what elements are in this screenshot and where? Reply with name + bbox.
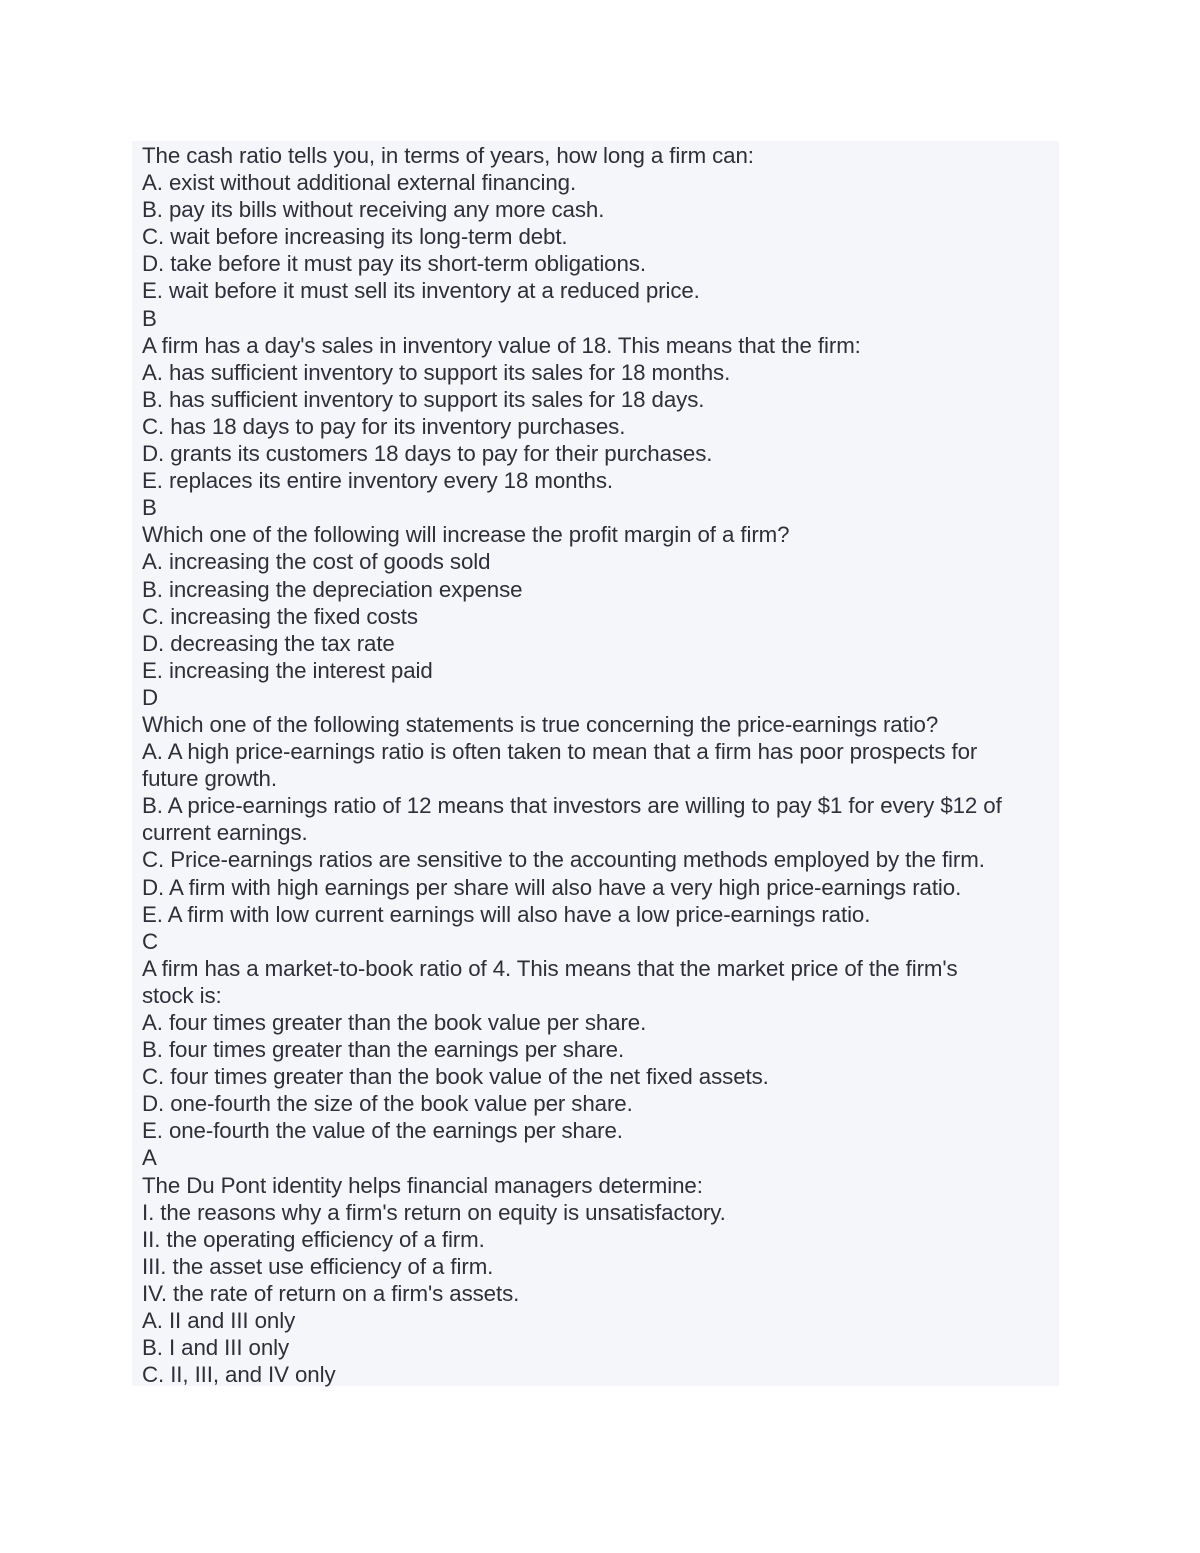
text-line: C. II, III, and IV only xyxy=(142,1362,336,1388)
text-line: B xyxy=(142,495,157,521)
text-line: C. Price-earnings ratios are sensitive to the accounting methods employed by the firm. xyxy=(142,847,985,873)
text-line: A xyxy=(142,1145,157,1171)
document-text-block xyxy=(132,141,1059,1386)
text-line: A. increasing the cost of goods sold xyxy=(142,549,491,575)
text-line: B. I and III only xyxy=(142,1335,290,1361)
text-line: future growth. xyxy=(142,766,277,792)
text-line: C. four times greater than the book value of the net fixed assets. xyxy=(142,1064,769,1090)
text-line: D. one-fourth the size of the book value per share. xyxy=(142,1091,633,1117)
text-line: E. A firm with low current earnings will also have a low price-earnings ratio. xyxy=(142,901,871,927)
text-line: B xyxy=(142,305,157,331)
text-line: C. increasing the fixed costs xyxy=(142,603,418,629)
text-line: B. pay its bills without receiving any more cash. xyxy=(142,197,605,223)
text-line: Which one of the following statements is true concerning the price-earnings ratio? xyxy=(142,711,939,737)
text-line: E. replaces its entire inventory every 18 months. xyxy=(142,468,613,494)
text-line: C. wait before increasing its long-term debt. xyxy=(142,224,568,250)
text-line: E. wait before it must sell its inventory at a reduced price. xyxy=(142,278,700,304)
text-line: II. the operating efficiency of a firm. xyxy=(142,1226,485,1252)
text-line: A. four times greater than the book value per share. xyxy=(142,1010,647,1035)
text-line: A firm has a day's sales in inventory value of 18. This means that the firm: xyxy=(142,332,861,358)
text-line: D. grants its customers 18 days to pay for their purchases. xyxy=(142,441,713,467)
text-line: D. decreasing the tax rate xyxy=(142,630,395,656)
text-line: stock is: xyxy=(142,982,222,1008)
text-line: III. the asset use efficiency of a firm. xyxy=(142,1253,494,1279)
text-line: E. increasing the interest paid xyxy=(142,657,433,683)
text-line: A. exist without additional external financing. xyxy=(142,170,577,196)
text-line: I. the reasons why a firm's return on equity is unsatisfactory. xyxy=(142,1199,726,1225)
text-line: B. four times greater than the earnings per share. xyxy=(142,1037,625,1063)
text-line: E. one-fourth the value of the earnings per share. xyxy=(142,1118,623,1144)
text-line: The Du Pont identity helps financial managers determine: xyxy=(142,1172,703,1198)
text-line: B. A price-earnings ratio of 12 means that investors are willing to pay $1 for every $12 of xyxy=(142,793,1002,819)
text-line: B. increasing the depreciation expense xyxy=(142,576,523,602)
text-line: D. take before it must pay its short-term obligations. xyxy=(142,251,646,277)
text-line: Which one of the following will increase the profit margin of a firm? xyxy=(142,522,790,548)
text-line: A. II and III only xyxy=(142,1308,296,1334)
text-line: C xyxy=(142,928,159,954)
text-line: A. has sufficient inventory to support its sales for 18 months. xyxy=(142,359,731,385)
text-line: A firm has a market-to-book ratio of 4. This means that the market price of the firm's xyxy=(142,955,958,981)
text-line: D. A firm with high earnings per share will also have a very high price-earnings ratio. xyxy=(142,874,962,900)
text-line: The cash ratio tells you, in terms of years, how long a firm can: xyxy=(142,143,754,168)
text-line: A. A high price-earnings ratio is often taken to mean that a firm has poor prospects for xyxy=(142,739,978,765)
text-line: current earnings. xyxy=(142,820,308,846)
text-line: D xyxy=(142,684,159,710)
text-line: IV. the rate of return on a firm's assets. xyxy=(142,1280,520,1306)
text-line: C. has 18 days to pay for its inventory purchases. xyxy=(142,413,626,439)
text-line: B. has sufficient inventory to support its sales for 18 days. xyxy=(142,386,705,412)
